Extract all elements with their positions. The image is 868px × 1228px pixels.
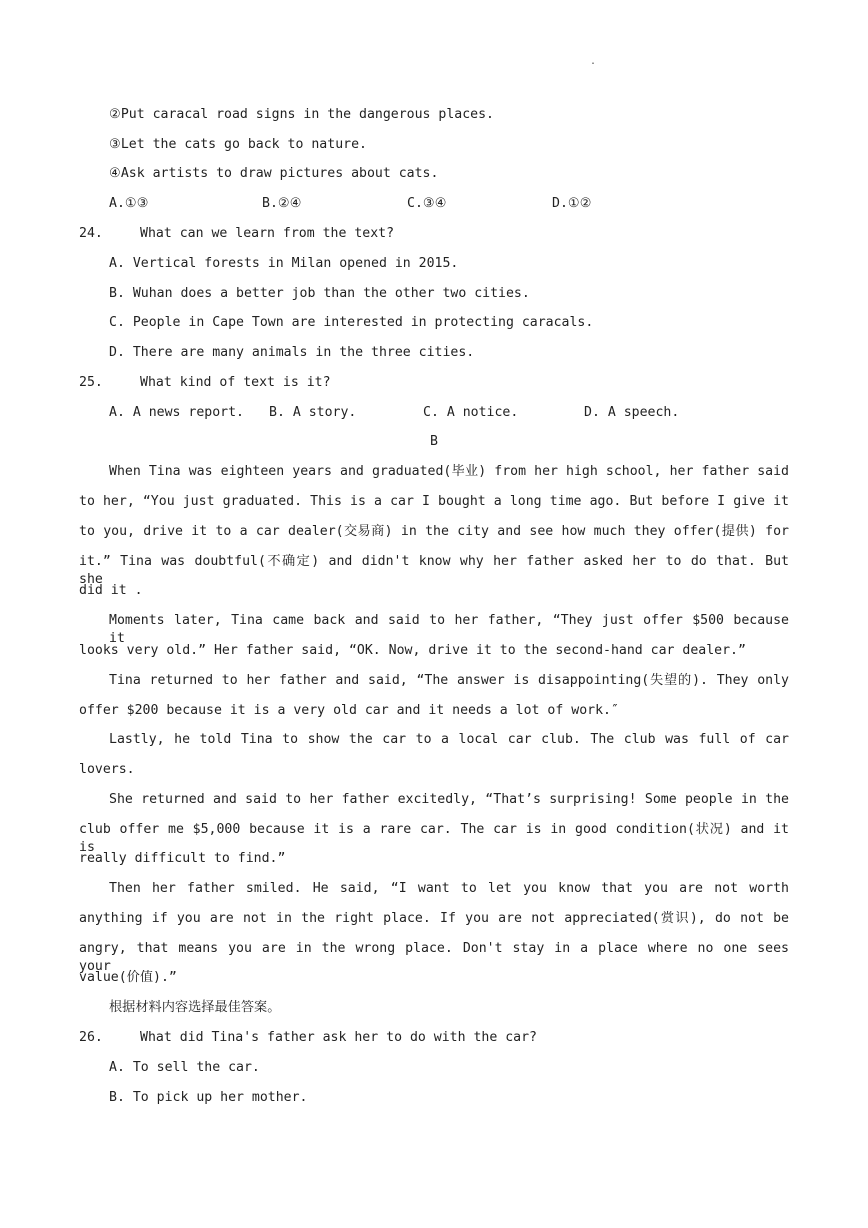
- prev-choice-c: C.③④: [407, 196, 447, 211]
- question-number: 24.: [79, 226, 103, 241]
- passage-line: club offer me $5,000 because it is a rare car. The car is in good condition(状况) and it is: [79, 822, 789, 855]
- prev-item-4: ④Ask artists to draw pictures about cats.: [109, 166, 439, 181]
- passage-line: really difficult to find.”: [79, 851, 286, 866]
- option-a: A. A news report.: [109, 405, 244, 420]
- passage-line: angry, that means you are in the wrong place. Don't stay in a place where no one sees your: [79, 941, 789, 974]
- option-b: B. To pick up her mother.: [109, 1090, 308, 1105]
- question-number: 25.: [79, 375, 103, 390]
- question-text: What did Tina's father ask her to do with the car?: [140, 1030, 537, 1045]
- passage-line: Lastly, he told Tina to show the car to a local car club. The club was full of car: [109, 732, 789, 747]
- passage-line: to you, drive it to a car dealer(交易商) in the city and see how much they offer(提供) for: [79, 524, 789, 539]
- passage-line: anything if you are not in the right place. If you are not appreciated(赏识), do not be: [79, 911, 789, 926]
- passage-line: value(价值).”: [79, 970, 177, 985]
- prev-choice-a: A.①③: [109, 196, 149, 211]
- question-text: What can we learn from the text?: [140, 226, 395, 241]
- prev-choice-b: B.②④: [262, 196, 302, 211]
- passage-line: She returned and said to her father excitedly, “That’s surprising! Some people in the: [109, 792, 789, 807]
- prev-item-3: ③Let the cats go back to nature.: [109, 137, 367, 152]
- passage-line: to her, “You just graduated. This is a car I bought a long time ago. But before I give it: [79, 494, 789, 509]
- prev-item-2: ②Put caracal road signs in the dangerous places.: [109, 107, 494, 122]
- passage-line: Then her father smiled. He said, “I want to let you know that you are not worth: [109, 881, 789, 896]
- passage-line: did it .: [79, 583, 143, 598]
- passage-line: offer $200 because it is a very old car and it needs a lot of work.″: [79, 703, 619, 718]
- question-text: What kind of text is it?: [140, 375, 331, 390]
- page-marker: .: [590, 56, 597, 67]
- option-d: D. A speech.: [584, 405, 680, 420]
- option-b: B. A story.: [269, 405, 357, 420]
- option-c: C. A notice.: [423, 405, 519, 420]
- instruction-text: 根据材料内容选择最佳答案。: [109, 1000, 281, 1015]
- passage-line: lovers.: [79, 762, 135, 777]
- prev-choice-d: D.①②: [552, 196, 592, 211]
- passage-line: Moments later, Tina came back and said to her father, “They just offer $500 because it: [109, 613, 789, 646]
- option-a: A. To sell the car.: [109, 1060, 260, 1075]
- passage-heading: B: [430, 434, 438, 449]
- passage-line: it.” Tina was doubtful(不确定) and didn't know why her father asked her to do that. But she: [79, 554, 789, 587]
- option-c: C. People in Cape Town are interested in protecting caracals.: [109, 315, 594, 330]
- question-number: 26.: [79, 1030, 103, 1045]
- passage-line: Tina returned to her father and said, “The answer is disappointing(失望的). They only: [109, 673, 789, 688]
- option-d: D. There are many animals in the three cities.: [109, 345, 475, 360]
- option-a: A. Vertical forests in Milan opened in 2015.: [109, 256, 459, 271]
- option-b: B. Wuhan does a better job than the other two cities.: [109, 286, 530, 301]
- passage-line: looks very old.” Her father said, “OK. Now, drive it to the second-hand car dealer.”: [79, 643, 746, 658]
- passage-line: When Tina was eighteen years and graduated(毕业) from her high school, her father said: [109, 464, 789, 479]
